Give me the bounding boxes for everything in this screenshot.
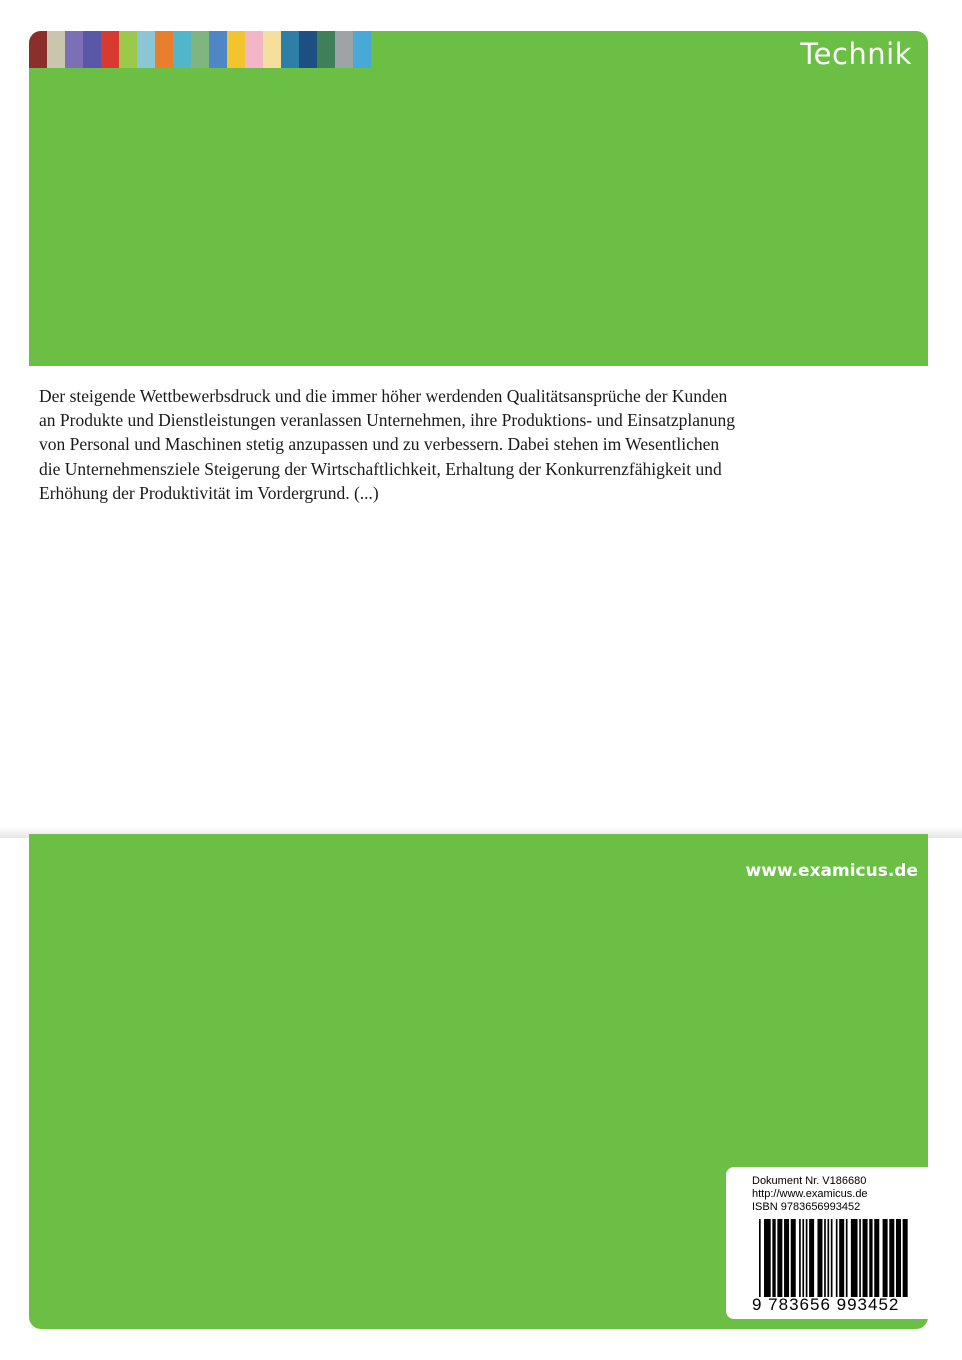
barcode-icon xyxy=(759,1219,911,1297)
color-stripe xyxy=(119,31,137,68)
color-stripe xyxy=(335,31,353,68)
color-stripe xyxy=(29,31,47,68)
cover-bottom-panel xyxy=(29,834,928,1329)
color-stripe xyxy=(47,31,65,68)
color-stripe xyxy=(155,31,173,68)
website-link[interactable]: www.examicus.de xyxy=(745,861,918,881)
category-label: Technik xyxy=(800,37,912,71)
color-stripe xyxy=(209,31,227,68)
color-stripe xyxy=(353,31,371,68)
color-stripe xyxy=(227,31,245,68)
barcode-label xyxy=(726,1167,928,1319)
isbn-text: ISBN 9783656993452 xyxy=(752,1201,861,1213)
blurb-line: von Personal und Maschinen stetig anzupassen und zu verbessern. Dabei stehen im Wesentlichen xyxy=(39,434,720,455)
document-number: Dokument Nr. V186680 xyxy=(752,1175,867,1187)
cover-top-panel xyxy=(29,31,928,366)
blurb-text xyxy=(39,384,839,505)
blurb-line: an Produkte und Dienstleistungen veranlassen Unternehmen, ihre Produktions- und Einsatzplanung xyxy=(39,410,735,431)
color-stripe xyxy=(263,31,281,68)
color-stripe xyxy=(281,31,299,68)
barcode-digits: 9 783656 993452 xyxy=(752,1295,900,1314)
color-stripe xyxy=(173,31,191,68)
color-stripe xyxy=(137,31,155,68)
color-stripe xyxy=(245,31,263,68)
document-meta xyxy=(752,1175,868,1214)
color-stripe xyxy=(65,31,83,68)
color-stripe xyxy=(83,31,101,68)
color-stripe xyxy=(101,31,119,68)
blurb-line: Der steigende Wettbewerbsdruck und die immer höher werdenden Qualitätsansprüche der Kunden xyxy=(39,386,728,406)
blurb-line: Erhöhung der Produktivität im Vordergrund. (...) xyxy=(39,482,379,503)
blurb-line: die Unternehmensziele Steigerung der Wirtschaftlichkeit, Erhaltung der Konkurrenzfähigkeit und xyxy=(39,458,722,479)
color-stripe xyxy=(299,31,317,68)
color-stripe-band xyxy=(29,31,371,68)
document-url: http://www.examicus.de xyxy=(752,1188,868,1200)
color-stripe xyxy=(317,31,335,68)
color-stripe xyxy=(191,31,209,68)
